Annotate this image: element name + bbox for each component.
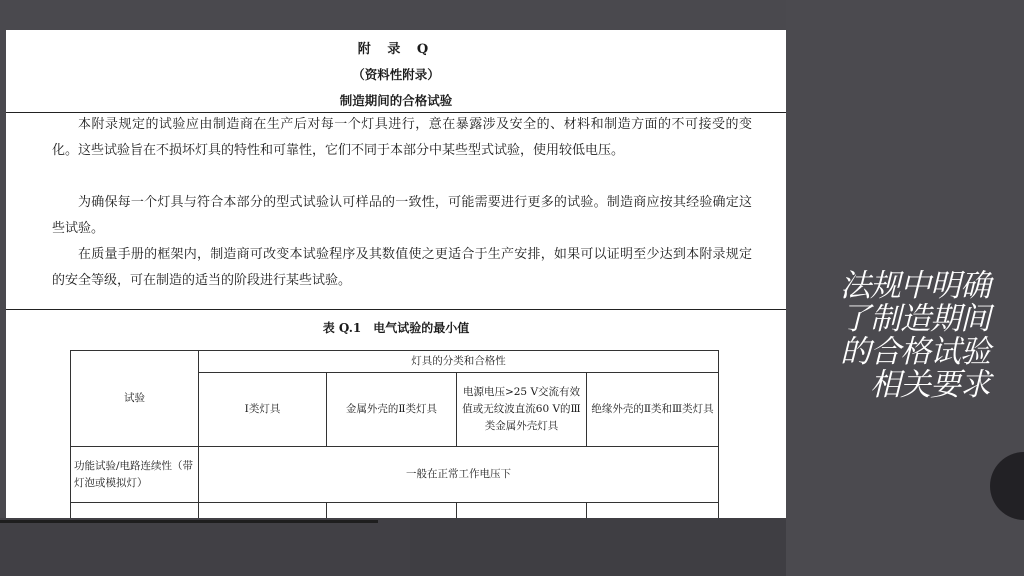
table-column-header: 金属外壳的Ⅱ类灯具 bbox=[327, 373, 457, 447]
paragraph-1: 本附录规定的试验应由制造商在生产后对每一个灯具进行，意在暴露涉及安全的、材料和制造方面的不可接受的变化。这些试验旨在不损坏灯具的特性和可靠性，它们不同于本部分中某些型式试验，使用较低电压。 bbox=[52, 117, 752, 158]
side-caption-line: 的合格试验 bbox=[840, 334, 990, 370]
side-caption-line: 法规中明确 bbox=[840, 268, 990, 304]
table-cell-value: 一般在正常工作电压下 bbox=[199, 447, 719, 503]
document-scan bbox=[6, 30, 786, 518]
paragraph-3: 在质量手册的框架内，制造商可改变本试验程序及其数值使之更适合于生产安排，如果可以证明至少达到本附录规定的安全等级，可在制造的适当的阶段进行某些试验。 bbox=[52, 247, 752, 288]
side-caption-line: 了制造期间 bbox=[840, 301, 990, 337]
section-title: 制造期间的合格试验 bbox=[339, 93, 453, 108]
table-row bbox=[71, 447, 719, 503]
table-cell-test: 功能试验/电路连续性（带灯泡或模拟灯） bbox=[71, 447, 199, 503]
table-column-header: 电源电压>25 V交流有效值或无纹波直流60 V的Ⅲ类金属外壳灯具 bbox=[457, 373, 587, 447]
table-group-header: 灯具的分类和合格性 bbox=[199, 351, 719, 373]
table-row bbox=[71, 503, 719, 519]
table-cell-empty bbox=[587, 503, 719, 519]
decorative-underline bbox=[0, 520, 378, 523]
paragraph-2: 为确保每一个灯具与符合本部分的型式试验认可样品的一致性，可能需要进行更多的试验。制造商应按其经验确定这些试验。 bbox=[52, 195, 752, 236]
table-row-header: 试验 bbox=[71, 351, 199, 447]
section-rule-bottom bbox=[6, 309, 786, 310]
table-caption: 表 Q.1 电气试验的最小值 bbox=[322, 321, 470, 335]
table-header-row bbox=[71, 351, 719, 373]
table-column-header: Ⅰ类灯具 bbox=[199, 373, 327, 447]
table-cell-empty bbox=[71, 503, 199, 519]
side-caption-line: 相关要求 bbox=[870, 367, 990, 403]
appendix-subtitle: （资料性附录） bbox=[352, 67, 440, 82]
electrical-test-table bbox=[70, 350, 719, 518]
table-cell-empty bbox=[327, 503, 457, 519]
side-caption bbox=[800, 270, 990, 402]
table-column-header: 绝缘外壳的Ⅱ类和Ⅲ类灯具 bbox=[587, 373, 719, 447]
table-cell-empty bbox=[199, 503, 327, 519]
background-bottom-strip-right bbox=[410, 518, 786, 576]
appendix-title: 附 录 Q bbox=[357, 42, 435, 57]
table-cell-empty bbox=[457, 503, 587, 519]
